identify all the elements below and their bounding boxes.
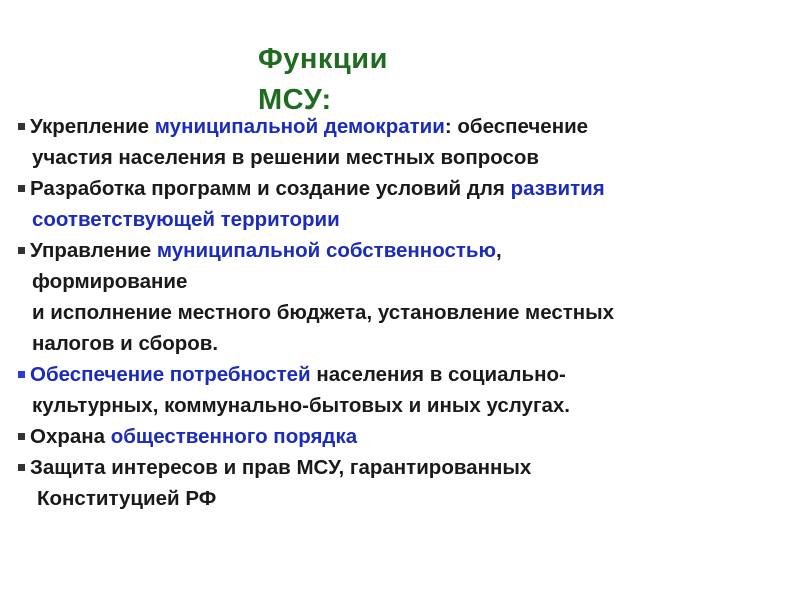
item-text: Охрана (30, 425, 111, 448)
item-text: участия населения в решении местных вопросов (32, 146, 540, 169)
item-line (30, 297, 798, 328)
item-text: Разработка программ и создание условий для (30, 177, 511, 200)
function-item-development (18, 173, 798, 235)
square-bullet-icon (18, 371, 25, 378)
item-line (30, 483, 798, 514)
item-text: формирование (32, 270, 188, 293)
functions-list (18, 111, 798, 514)
item-text: и исполнение местного бюджета, установление местных (32, 301, 615, 324)
item-line (30, 173, 798, 204)
item-highlight-text: общественного порядка (110, 425, 358, 448)
item-highlight-text: развития (510, 177, 605, 200)
item-highlight-text: Обеспечение потребностей (30, 363, 311, 386)
square-bullet-icon (18, 247, 25, 254)
item-text: культурных, коммунально-бытовых и иных услугах. (32, 394, 570, 417)
square-bullet-icon (18, 464, 25, 471)
item-text: населения в социально- (310, 363, 566, 386)
item-text: Укрепление (30, 115, 155, 138)
title-line-2: МСУ: (258, 84, 332, 116)
item-line (30, 266, 798, 297)
item-line (30, 452, 798, 483)
item-line (30, 111, 798, 142)
item-text: Управление (30, 239, 157, 262)
item-line (30, 142, 798, 173)
item-text: налогов и сборов. (32, 332, 219, 355)
square-bullet-icon (18, 123, 25, 130)
slide-title (258, 39, 498, 121)
item-line (30, 359, 798, 390)
item-line (30, 235, 798, 266)
title-line-1: Функции (258, 43, 388, 75)
item-text: : обеспечение (444, 115, 589, 138)
item-highlight-text: муниципальной демократии (154, 115, 445, 138)
item-line (30, 328, 798, 359)
item-text: Конституцией РФ (37, 487, 217, 510)
function-item-needs (18, 359, 798, 421)
item-highlight-text: соответствующей территории (32, 208, 340, 231)
item-highlight-text: муниципальной собственностью (156, 239, 496, 262)
item-line (30, 204, 798, 235)
item-text: , (496, 239, 502, 262)
function-item-democracy (18, 111, 798, 173)
item-line (30, 421, 798, 452)
function-item-public-order (18, 421, 798, 452)
square-bullet-icon (18, 185, 25, 192)
function-item-protection (18, 452, 798, 514)
item-text: Защита интересов и прав МСУ, гарантированных (30, 456, 532, 479)
function-item-property-management (18, 235, 798, 359)
square-bullet-icon (18, 433, 25, 440)
item-line (30, 390, 798, 421)
